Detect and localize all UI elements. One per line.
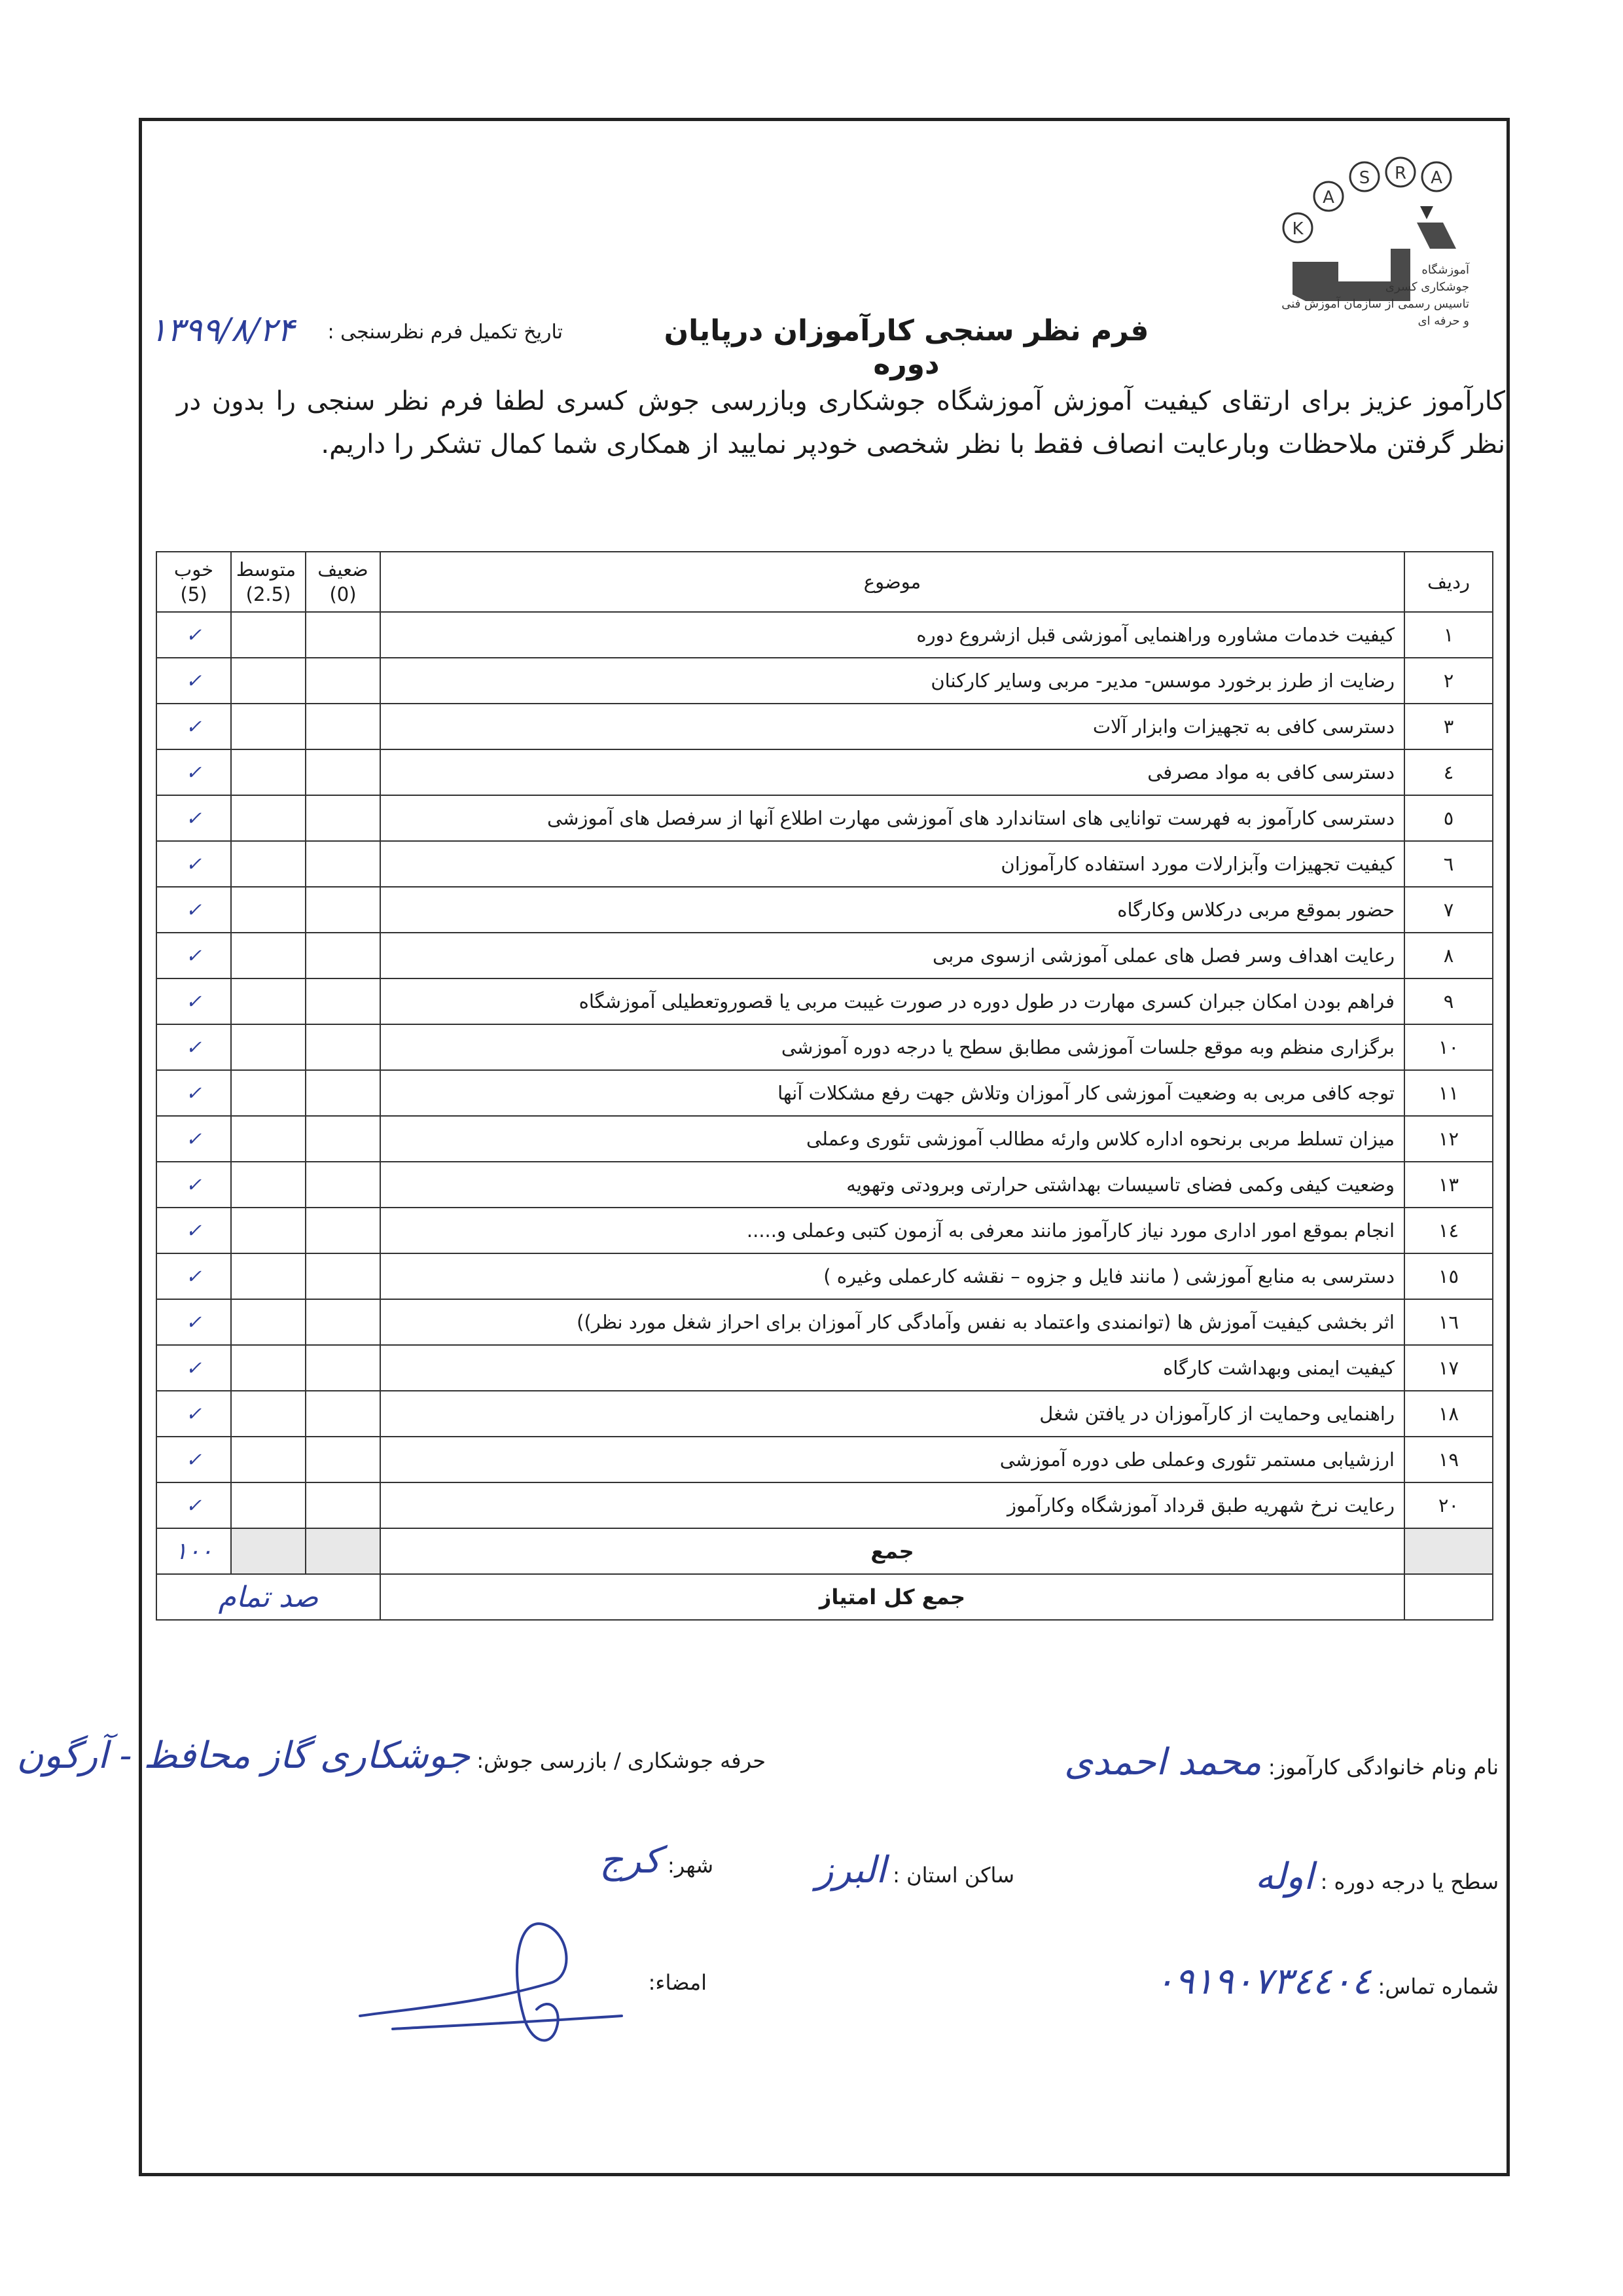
- header-good: [156, 552, 231, 612]
- sum-row: [156, 1528, 1493, 1574]
- header-weak: [306, 552, 380, 612]
- signature-label: امضاء:: [648, 1970, 707, 1995]
- sum-label: جمع: [380, 1528, 1404, 1574]
- row-topic: حضور بموقع مربی درکلاس وکارگاه: [380, 887, 1404, 933]
- row-num: ۱۲: [1404, 1116, 1493, 1162]
- table-row: [156, 1437, 1493, 1482]
- row-topic: راهنمایی وحمایت از کارآموزان در یافتن شغل: [380, 1391, 1404, 1437]
- trade-field: [16, 1734, 766, 1777]
- province-label: ساکن استان :: [893, 1863, 1014, 1888]
- table-row: [156, 1253, 1493, 1299]
- row-topic: کیفیت ایمنی وبهداشت کارگاه: [380, 1345, 1404, 1391]
- row-weak-cell: [306, 1345, 380, 1391]
- row-good-check: ✓: [156, 1482, 231, 1528]
- table-row: [156, 1024, 1493, 1070]
- row-average-cell: [231, 1208, 306, 1253]
- logo-subtext-line: تاسیس رسمی از سازمان آموزش فنی و حرفه ای: [1281, 297, 1469, 328]
- province-value: البرز: [815, 1849, 886, 1892]
- row-average-cell: [231, 1116, 306, 1162]
- row-topic: دسترسی به منابع آموزشی ( مانند فایل و جزوه – نقشه کارعملی وغیره ): [380, 1253, 1404, 1299]
- header-average: [231, 552, 306, 612]
- row-topic: کیفیت تجهیزات وآبزارلات مورد استفاده کارآموزان: [380, 841, 1404, 887]
- row-average-cell: [231, 658, 306, 704]
- row-good-check: ✓: [156, 933, 231, 978]
- row-weak-cell: [306, 795, 380, 841]
- sum-value: ۱۰۰: [156, 1528, 231, 1574]
- row-good-check: ✓: [156, 749, 231, 795]
- header-good-score: (5): [180, 583, 207, 605]
- row-weak-cell: [306, 612, 380, 658]
- phone-label: شماره تماس:: [1378, 1974, 1499, 1999]
- table-row: [156, 1162, 1493, 1208]
- row-average-cell: [231, 1024, 306, 1070]
- row-topic: فراهم بودن امکان جبران کسری مهارت در طول دوره در صورت غیبت مربی یا قصوروتعطیلی آموزشگاه: [380, 978, 1404, 1024]
- row-good-check: ✓: [156, 1162, 231, 1208]
- level-field: [1139, 1856, 1499, 1898]
- row-num: ۱۰: [1404, 1024, 1493, 1070]
- row-num: ۲: [1404, 658, 1493, 704]
- logo-letter-k: K: [1292, 219, 1304, 239]
- header-average-score: (2.5): [245, 583, 291, 605]
- header-topic-label: موضوع: [863, 571, 921, 593]
- row-topic: رعایت نرخ شهریه طبق قرداد آموزشگاه وکارآموز: [380, 1482, 1404, 1528]
- row-num: ٥: [1404, 795, 1493, 841]
- intro-paragraph: کارآموز عزیز برای ارتقای کیفیت آموزش آموزشگاه جوشکاری وبازرسی جوش کسری لطفا فرم نظر سنجی را بدون در نظر گرفتن ملاحظات وبارعایت انصاف فقط با نظر شخصی خودپر نمایید از همکاری شما کمال تشکر را داریم.: [177, 386, 1505, 459]
- header-num-label: ردیف: [1427, 571, 1470, 593]
- header-topic: [380, 552, 1404, 612]
- row-average-cell: [231, 1345, 306, 1391]
- row-num: ۱۱: [1404, 1070, 1493, 1116]
- sum-weak-cell: [306, 1528, 380, 1574]
- survey-table: [156, 551, 1493, 1621]
- row-weak-cell: [306, 933, 380, 978]
- name-value: محمد احمدی: [1064, 1741, 1262, 1784]
- row-topic: اثر بخشی کیفیت آموزش ها (توانمندی واعتماد به نفس وآمادگی کار آموزان برای احراز شغل مورد نظر)): [380, 1299, 1404, 1345]
- row-topic: توجه کافی مربی به وضعیت آموزشی کار آموزان وتلاش جهت رفع مشکلات آنها: [380, 1070, 1404, 1116]
- logo-subtext: [1273, 262, 1469, 330]
- row-average-cell: [231, 1299, 306, 1345]
- row-topic: ارزشیابی مستمر تئوری وعملی طی دوره آموزشی: [380, 1437, 1404, 1482]
- row-topic: رعایت اهداف وسر فصل های عملی آموزشی ازسوی مربی: [380, 933, 1404, 978]
- province-field: [766, 1849, 1014, 1892]
- row-num: ۱۷: [1404, 1345, 1493, 1391]
- row-weak-cell: [306, 1208, 380, 1253]
- table-row: [156, 1345, 1493, 1391]
- row-good-check: ✓: [156, 1345, 231, 1391]
- row-good-check: ✓: [156, 1437, 231, 1482]
- row-topic: کیفیت خدمات مشاوره وراهنمایی آموزشی قبل ازشروع دوره: [380, 612, 1404, 658]
- row-good-check: ✓: [156, 704, 231, 749]
- name-field: [1008, 1741, 1499, 1784]
- row-topic: دسترسی کافی به مواد مصرفی: [380, 749, 1404, 795]
- row-weak-cell: [306, 658, 380, 704]
- row-average-cell: [231, 612, 306, 658]
- table-row: [156, 978, 1493, 1024]
- row-good-check: ✓: [156, 1116, 231, 1162]
- table-row: [156, 1208, 1493, 1253]
- header-average-label: متوسط: [236, 558, 296, 581]
- row-good-check: ✓: [156, 841, 231, 887]
- row-topic: رضایت از طرز برخورد موسس- مدیر- مربی وسایر کارکنان: [380, 658, 1404, 704]
- sum-num-cell: [1404, 1528, 1493, 1574]
- row-weak-cell: [306, 1116, 380, 1162]
- row-average-cell: [231, 1482, 306, 1528]
- row-weak-cell: [306, 1024, 380, 1070]
- row-good-check: ✓: [156, 1208, 231, 1253]
- logo-subtext-line: آموزشگاه: [1421, 263, 1469, 277]
- logo-letter-a2: A: [1431, 168, 1442, 188]
- row-good-check: ✓: [156, 1299, 231, 1345]
- city-value: کرج: [599, 1839, 661, 1882]
- row-num: ۷: [1404, 887, 1493, 933]
- header-good-label: خوب: [173, 558, 214, 581]
- row-average-cell: [231, 887, 306, 933]
- trade-label: حرفه جوشکاری / بازرسی جوش:: [476, 1748, 766, 1773]
- row-weak-cell: [306, 887, 380, 933]
- row-num: ۱۹: [1404, 1437, 1493, 1482]
- row-topic: دسترسی کارآموز به فهرست توانایی های استاندارد های آموزشی مهارت اطلاع آنها از سرفصل های آموزشی: [380, 795, 1404, 841]
- row-good-check: ✓: [156, 978, 231, 1024]
- total-row: [156, 1574, 1493, 1620]
- level-value: اوله: [1255, 1856, 1314, 1898]
- row-average-cell: [231, 1070, 306, 1116]
- name-label: نام ونام خانوادگی کارآموز:: [1268, 1755, 1499, 1780]
- row-num: ۹: [1404, 978, 1493, 1024]
- phone-value: ۰۹۱۹۰۷۳٤٤۰٤: [1154, 1960, 1372, 2003]
- row-num: ٤: [1404, 749, 1493, 795]
- logo-subtext-line: جوشکاری کسری: [1385, 280, 1469, 294]
- row-average-cell: [231, 1437, 306, 1482]
- table-row: [156, 658, 1493, 704]
- row-num: ۱۳: [1404, 1162, 1493, 1208]
- table-row: [156, 1116, 1493, 1162]
- date-label: تاریخ تکمیل فرم نظرسنجی :: [327, 321, 563, 344]
- row-num: ۱٥: [1404, 1253, 1493, 1299]
- table-row: [156, 1482, 1493, 1528]
- table-row: [156, 704, 1493, 749]
- header-weak-label: ضعیف: [317, 558, 368, 581]
- row-good-check: ✓: [156, 1024, 231, 1070]
- table-row: [156, 612, 1493, 658]
- row-good-check: ✓: [156, 1070, 231, 1116]
- row-weak-cell: [306, 1437, 380, 1482]
- row-good-check: ✓: [156, 1391, 231, 1437]
- row-num: ۱٤: [1404, 1208, 1493, 1253]
- row-average-cell: [231, 1253, 306, 1299]
- row-num: ۳: [1404, 704, 1493, 749]
- row-weak-cell: [306, 749, 380, 795]
- row-weak-cell: [306, 1070, 380, 1116]
- row-average-cell: [231, 1391, 306, 1437]
- row-topic: وضعیت کیفی وکمی فضای تاسیسات بهداشتی حرارتی وبرودتی وتهویه: [380, 1162, 1404, 1208]
- row-good-check: ✓: [156, 658, 231, 704]
- row-good-check: ✓: [156, 887, 231, 933]
- row-topic: دسترسی کافی به تجهیزات وابزار آلات: [380, 704, 1404, 749]
- logo-letter-s: S: [1359, 168, 1370, 188]
- table-row: [156, 841, 1493, 887]
- total-label: جمع کل امتیاز: [380, 1574, 1404, 1620]
- row-average-cell: [231, 1162, 306, 1208]
- row-good-check: ✓: [156, 612, 231, 658]
- sum-average-cell: [231, 1528, 306, 1574]
- total-value: صد تمام: [156, 1574, 380, 1620]
- city-field: [510, 1839, 713, 1882]
- row-num: ۲۰: [1404, 1482, 1493, 1528]
- table-row: [156, 1391, 1493, 1437]
- row-weak-cell: [306, 704, 380, 749]
- row-num: ۱: [1404, 612, 1493, 658]
- row-average-cell: [231, 841, 306, 887]
- trade-value: جوشکاری گاز محافظ - آرگون: [16, 1734, 471, 1777]
- header-weak-score: (0): [329, 583, 357, 605]
- row-average-cell: [231, 933, 306, 978]
- row-weak-cell: [306, 841, 380, 887]
- row-weak-cell: [306, 1391, 380, 1437]
- handwritten-signature: [353, 1918, 628, 2055]
- row-num: ٦: [1404, 841, 1493, 887]
- row-num: ۱٦: [1404, 1299, 1493, 1345]
- form-title: فرم نظر سنجی کارآموزان درپایان دوره: [664, 314, 1149, 381]
- row-topic: برگزاری منظم وبه موقع جلسات آموزشی مطابق سطح یا درجه دوره آموزشی: [380, 1024, 1404, 1070]
- row-weak-cell: [306, 1162, 380, 1208]
- row-good-check: ✓: [156, 1253, 231, 1299]
- row-weak-cell: [306, 1482, 380, 1528]
- table-row: [156, 1299, 1493, 1345]
- table-row: [156, 1070, 1493, 1116]
- row-average-cell: [231, 795, 306, 841]
- total-num-cell: [1404, 1574, 1493, 1620]
- header-num: [1404, 552, 1493, 612]
- table-row: [156, 749, 1493, 795]
- logo-letter-a1: A: [1323, 188, 1334, 207]
- row-average-cell: [231, 978, 306, 1024]
- row-topic: میزان تسلط مربی برنحوه اداره کلاس وارئه مطالب آموزشی تئوری وعملی: [380, 1116, 1404, 1162]
- row-good-check: ✓: [156, 795, 231, 841]
- table-header-row: [156, 552, 1493, 612]
- row-weak-cell: [306, 1299, 380, 1345]
- row-num: ۱۸: [1404, 1391, 1493, 1437]
- logo-letter-r: R: [1394, 164, 1407, 183]
- table-row: [156, 933, 1493, 978]
- row-weak-cell: [306, 978, 380, 1024]
- level-label: سطح یا درجه دوره :: [1320, 1869, 1499, 1894]
- row-num: ۸: [1404, 933, 1493, 978]
- row-average-cell: [231, 704, 306, 749]
- table-row: [156, 887, 1493, 933]
- row-average-cell: [231, 749, 306, 795]
- row-weak-cell: [306, 1253, 380, 1299]
- city-label: شهر:: [668, 1853, 713, 1878]
- date-value: ۱۳۹۹/۸/۲۴: [149, 311, 294, 349]
- row-topic: انجام بموقع امور اداری مورد نیاز کارآموز مانند معرفی به آزمون کتبی وعملی و.....: [380, 1208, 1404, 1253]
- table-row: [156, 795, 1493, 841]
- phone-field: [1014, 1960, 1499, 2003]
